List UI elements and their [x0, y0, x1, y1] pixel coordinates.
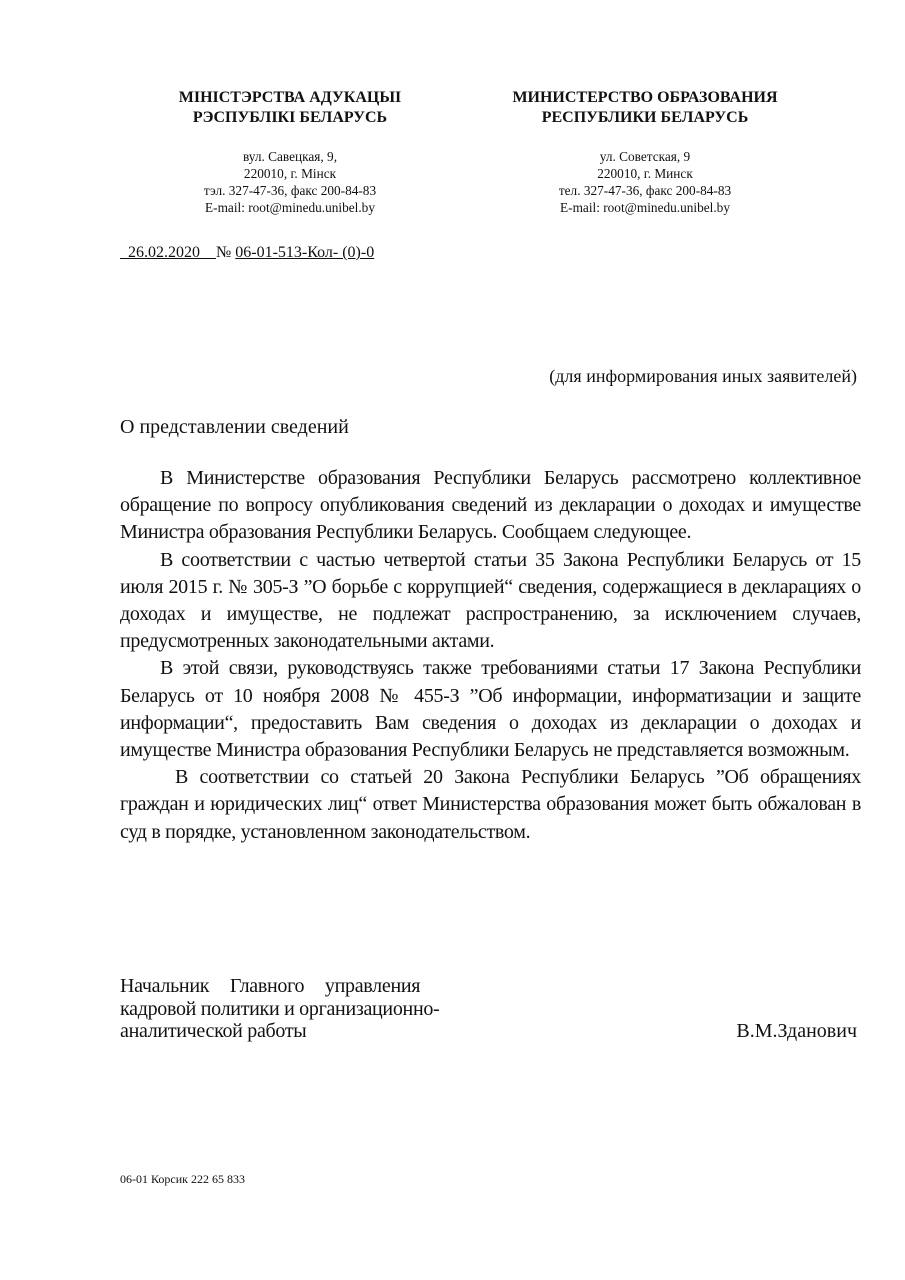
reference-date: 26.02.2020	[120, 244, 216, 261]
address-ru-email: E-mail: root@minedu.unibel.by	[560, 200, 730, 215]
executor-footer: 06-01 Корсик 222 65 833	[120, 1172, 245, 1186]
address-by	[125, 148, 455, 216]
address-ru	[470, 148, 820, 216]
org-name-by-line1: МІНІСТЭРСТВА АДУКАЦЫІ	[178, 89, 402, 106]
signatory-title	[120, 975, 439, 1043]
address-ru-phone: тел. 327-47-36, факс 200-84-83	[558, 183, 732, 198]
address-ru-city: 220010, г. Минск	[597, 166, 693, 181]
signatory-title-line3: аналитической работы	[120, 1020, 307, 1042]
reference-number-sign: №	[216, 244, 236, 261]
address-by-street: вул. Савецкая, 9,	[242, 149, 338, 164]
body-paragraph: В соответствии со статьей 20 Закона Республики Беларусь ”Об обращениях граждан и юридических лиц“ ответ Министерства образования может быть обжалован в суд в порядке, установленном законодательством.	[120, 766, 861, 843]
signatory-name: В.М.Зданович	[736, 1020, 857, 1042]
address-by-phone: тэл. 327-47-36, факс 200-84-83	[203, 183, 377, 198]
signatory-title-line1: Начальник Главного управления	[120, 975, 421, 997]
reference-number: 06-01-513-Кол- (0)-0	[235, 244, 375, 261]
reference-line	[120, 244, 374, 262]
org-name-ru-line1: МИНИСТЕРСТВО ОБРАЗОВАНИЯ	[512, 89, 778, 106]
letter-body	[120, 465, 861, 846]
letterhead-belarusian	[125, 88, 455, 216]
letter-subject: О представлении сведений	[120, 416, 349, 438]
address-by-city: 220010, г. Мінск	[243, 166, 337, 181]
address-ru-street: ул. Советская, 9	[599, 149, 691, 164]
org-name-ru-line2: РЕСПУБЛИКИ БЕЛАРУСЬ	[541, 109, 749, 126]
org-name-by-line2: РЭСПУБЛІКІ БЕЛАРУСЬ	[192, 109, 388, 126]
address-by-email: E-mail: root@minedu.unibel.by	[205, 200, 375, 215]
letterhead-russian	[470, 88, 820, 216]
body-paragraph: В этой связи, руководствуясь также требованиями статьи 17 Закона Республики Беларусь от 10 ноября 2008 № 455-З ”Об информации, информатизации и защите информации“, предоставить Вам сведения о доходах из декларации о доходах и имуществе Министра образования Республики Беларусь не представляется возможным.	[120, 657, 861, 762]
body-paragraph: В соответствии с частью четвертой статьи 35 Закона Республики Беларусь от 15 июля 2015 г. № 305-З ”О борьбе с коррупцией“ сведения, содержащиеся в декларациях о доходах и имуществе, не подлежат распространению, за исключением случаев, предусмотренных законодательными актами.	[120, 548, 861, 653]
signature-block	[120, 975, 439, 1043]
body-paragraph: В Министерстве образования Республики Беларусь рассмотрено коллективное обращение по вопросу опубликования сведений из декларации о доходах и имуществе Министра образования Республики Беларусь. Сообщаем следующее.	[120, 467, 861, 544]
addressee-note: (для информирования иных заявителей)	[549, 366, 857, 386]
signatory-title-line2: кадровой политики и организационно-	[120, 997, 440, 1020]
